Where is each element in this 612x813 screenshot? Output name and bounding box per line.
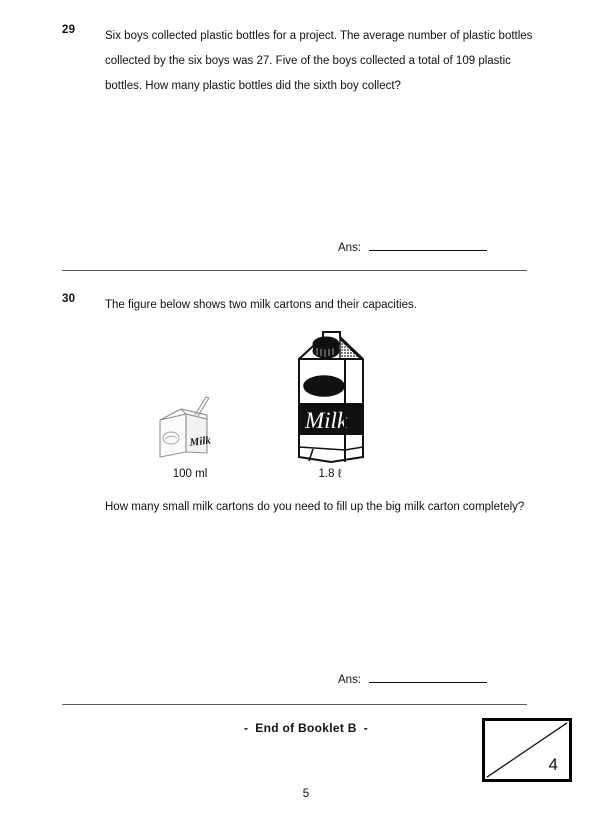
small-carton-capacity: 100 ml xyxy=(172,468,208,480)
end-note-dash-right: - xyxy=(363,721,369,735)
small-carton-brand-text: Milk xyxy=(188,434,212,449)
question-30-answer-blank[interactable] xyxy=(369,671,487,683)
page-number: 5 xyxy=(302,788,310,800)
question-30-answer-row xyxy=(338,671,487,686)
big-carton-brand-text: Milk xyxy=(305,408,348,433)
milk-cartons-figure xyxy=(62,325,542,490)
end-note-text: End of Booklet B xyxy=(255,721,357,735)
score-box xyxy=(482,718,572,782)
end-note-dash-left: - xyxy=(243,721,249,735)
question-29-answer-row xyxy=(338,239,487,254)
score-box-value: 4 xyxy=(548,755,558,774)
question-29-answer-blank[interactable] xyxy=(369,239,487,251)
small-milk-carton-icon xyxy=(150,393,230,463)
question-30-text: The figure below shows two milk cartons and their capacities. xyxy=(105,299,417,311)
question-30-answer-label: Ans: xyxy=(338,674,362,686)
question-29-text: Six boys collected plastic bottles for a project. The average number of plastic bottles collected by the six boys was 27. Five of the boys collected a total of 109 plastic bottles. How many plastic bottles did the sixth boy collect? xyxy=(105,30,533,92)
section-divider-2 xyxy=(62,704,527,705)
question-30-number: 30 xyxy=(62,293,76,305)
big-milk-carton-icon xyxy=(293,331,369,463)
question-29-answer-label: Ans: xyxy=(338,242,362,254)
question-29-number: 29 xyxy=(62,24,76,36)
big-carton-capacity: 1.8 ℓ xyxy=(318,468,342,480)
question-30-text-2: How many small milk cartons do you need to fill up the big milk carton completely? xyxy=(105,501,525,513)
section-divider-1 xyxy=(62,270,527,271)
